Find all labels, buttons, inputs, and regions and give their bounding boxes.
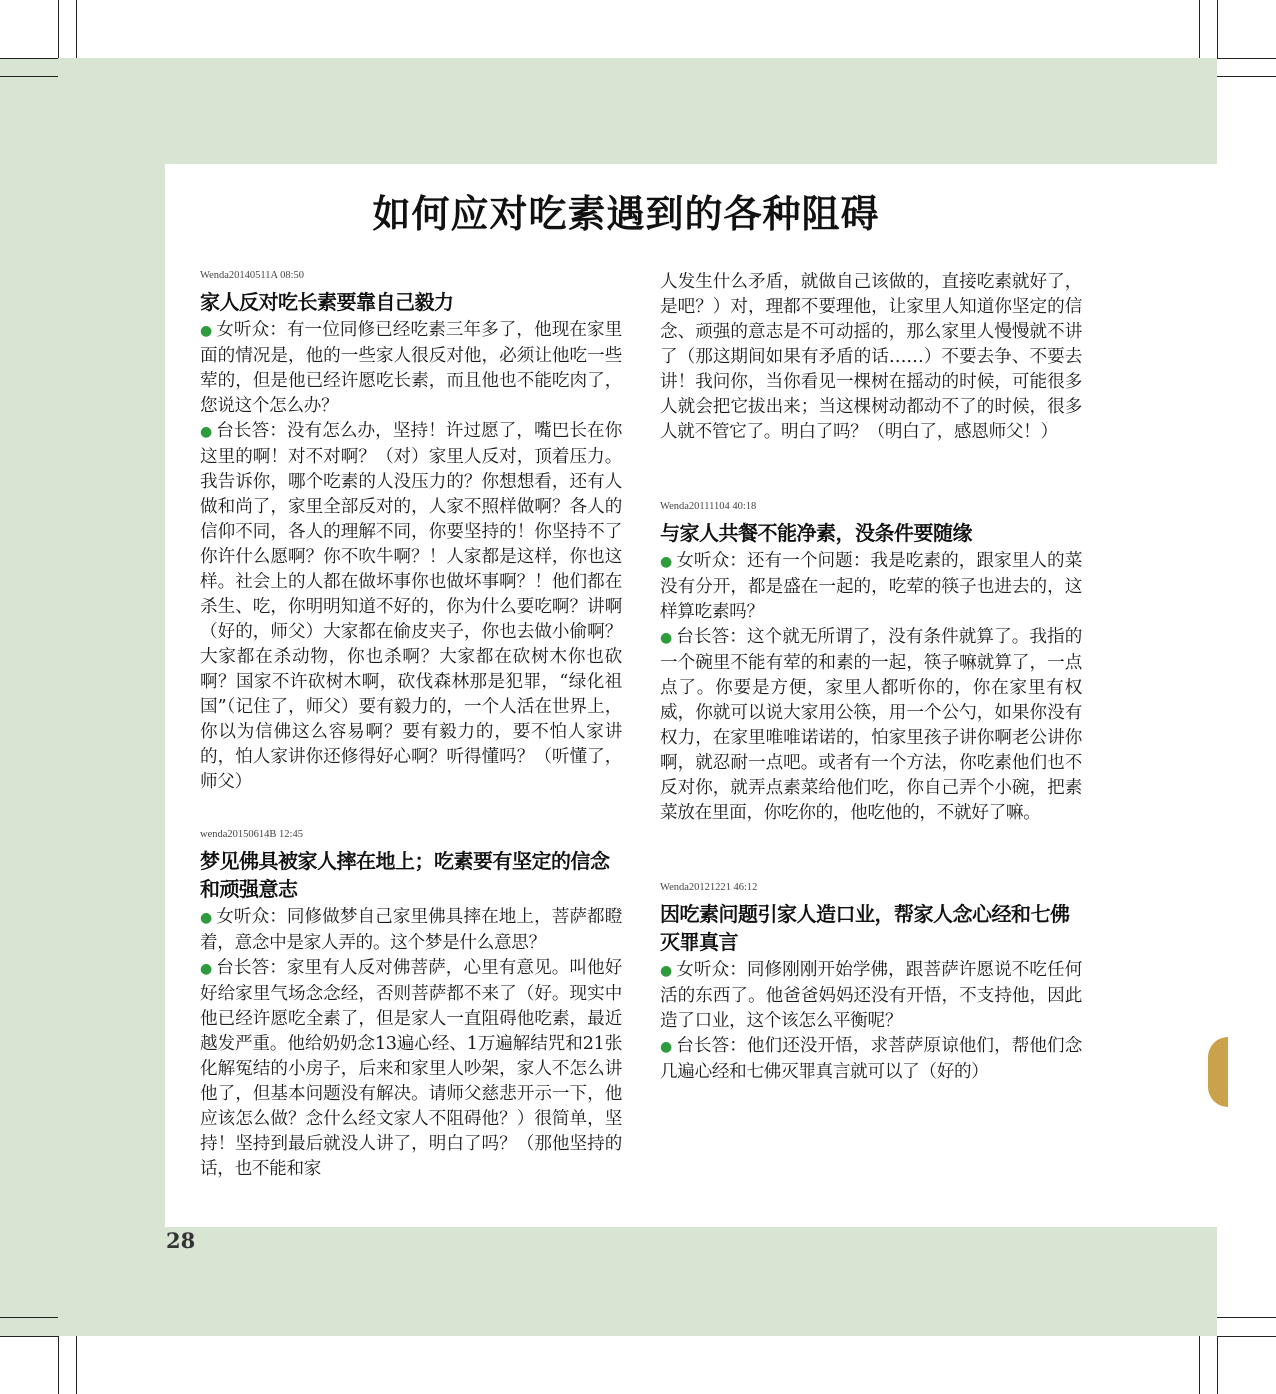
section-meta: Wenda20121221 46:12 xyxy=(660,882,758,893)
bullet-icon: ● xyxy=(200,424,213,440)
crop-mark xyxy=(1217,1336,1218,1394)
section-heading: 与家人共餐不能净素，没条件要随缘 xyxy=(660,521,972,545)
bullet-icon: ● xyxy=(200,961,213,977)
body-paragraph xyxy=(660,958,1082,1034)
body-paragraph xyxy=(660,270,1082,445)
paragraph-text: 台长答：家里有人反对佛菩萨，心里有意见。叫他好好给家里气场念念经，否则菩萨都不来了（好。现实中他已经许愿吃全素了，但是家人一直阻碍他吃素，最近越发严重。他给奶奶念13遍心经、1万遍解结咒和21张化解冤结的小房子，后来和家里人吵架，家人不怎么讲他了，但基本问题没有解决。请师父慈悲开示一下，他应该怎么做？念什么经文家人不阻碍他？）很简单，坚持！坚持到最后就没人讲了，明白了吗？（那他坚持的话，也不能和家 xyxy=(200,958,622,1179)
section-heading: 梦见佛具被家人摔在地上；吃素要有坚定的信念和顽强意志 xyxy=(200,849,610,901)
right-column xyxy=(660,270,1082,1085)
paragraph-text: 台长答：没有怎么办，坚持！许过愿了，嘴巴长在你这里的啊！对不对啊？（对）家里人反对，顶着压力。我告诉你，哪个吃素的人没压力的？你想想看，还有人做和尚了，家里全部反对的，人家不照样做啊？各人的信仰不同，各人的理解不同，你要坚持的！你坚持不了你许什么愿啊？你不吹牛啊？！人家都是这样，你也这样。社会上的人都在做坏事你也做坏事啊？！他们都在杀生、吃，你明明知道不好的，你为什么要吃啊？讲啊（好的，师父）大家都在偷皮夹子，你也去做小偷啊？大家都在杀动物，你也杀啊？大家都在砍树木你也砍啊？国家不许砍树木啊，砍伐森林那是犯罪，“绿化祖国”（记住了，师父）要有毅力的，一个人活在世界上，你以为信佛这么容易啊？要有毅力的，要不怕人家讲的，怕人家讲你还修得好心啊？听得懂吗？（听懂了，师父） xyxy=(200,421,622,792)
crop-mark xyxy=(76,0,77,58)
crop-mark xyxy=(1217,1317,1276,1318)
qa-section xyxy=(200,829,622,1182)
crop-mark xyxy=(0,1317,58,1318)
crop-mark xyxy=(0,58,58,59)
paragraph-text: 人发生什么矛盾，就做自己该做的，直接吃素就好了，是吧？）对，理都不要理他，让家里人知道你坚定的信念、顽强的意志是不可动摇的，那么家里人慢慢就不讲了（那这期间如果有矛盾的话……）不要去争、不要去讲！我问你，当你看见一棵树在摇动的时候，可能很多人就会把它拔出来；当这棵树动都动不了的时候，很多人就不管它了。明白了吗？（明白了，感恩师父！） xyxy=(660,272,1082,442)
section-meta: wenda20150614B 12:45 xyxy=(200,829,303,840)
crop-mark xyxy=(76,1336,77,1394)
body-paragraph xyxy=(660,625,1082,826)
qa-section xyxy=(660,270,1082,445)
qa-section xyxy=(200,270,622,795)
body-paragraph xyxy=(200,419,622,795)
paragraph-text: 台长答：他们还没开悟，求菩萨原谅他们，帮他们念几遍心经和七佛灭罪真言就可以了（好的） xyxy=(660,1036,1082,1082)
body-paragraph xyxy=(660,1034,1082,1085)
paragraph-text: 女听众：同修做梦自己家里佛具摔在地上，菩萨都瞪着，意念中是家人弄的。这个梦是什么意思？ xyxy=(200,907,622,953)
body-paragraph xyxy=(200,318,622,419)
bullet-icon: ● xyxy=(660,1039,673,1055)
crop-mark xyxy=(58,1336,59,1394)
page-number: 28 xyxy=(166,1228,196,1253)
side-tab-marker xyxy=(1208,1037,1228,1107)
paragraph-text: 女听众：有一位同修已经吃素三年多了，他现在家里面的情况是，他的一些家人很反对他，必须让他吃一些荤的，但是他已经许愿吃长素，而且他也不能吃肉了，您说这个怎么办？ xyxy=(200,320,622,416)
bullet-icon: ● xyxy=(660,963,673,979)
section-heading: 因吃素问题引家人造口业，帮家人念心经和七佛灭罪真言 xyxy=(660,902,1070,954)
section-meta: Wenda20111104 40:18 xyxy=(660,501,757,512)
left-column xyxy=(200,270,622,1182)
section-gap xyxy=(660,445,1082,501)
bullet-icon: ● xyxy=(200,323,213,339)
body-paragraph xyxy=(660,549,1082,625)
crop-mark xyxy=(0,1336,58,1337)
crop-mark xyxy=(1217,1336,1276,1337)
paragraph-text: 台长答：这个就无所谓了，没有条件就算了。我指的一个碗里不能有荤的和素的一起，筷子嘛就算了，一点点了。你要是方便，家里人都听你的，你在家里有权威，你就可以说大家用公筷，用一个公勺，如果你没有权力，在家里唯唯诺诺的，怕家里孩子讲你啊老公讲你啊，就忍耐一点吧。或者有一个方法，你吃素他们也不反对你，就弄点素菜给他们吃，你自己弄个小碗，把素菜放在里面，你吃你的，他吃他的，不就好了嘛。 xyxy=(660,627,1082,823)
crop-mark xyxy=(0,76,58,77)
crop-mark xyxy=(1217,0,1218,58)
qa-section xyxy=(660,501,1082,826)
crop-mark xyxy=(58,0,59,58)
crop-mark xyxy=(1217,76,1276,77)
crop-mark xyxy=(1217,58,1276,59)
bullet-icon: ● xyxy=(660,554,673,570)
body-paragraph xyxy=(200,956,622,1182)
body-paragraph xyxy=(200,905,622,956)
bullet-icon: ● xyxy=(200,910,213,926)
section-meta: Wenda20140511A 08:50 xyxy=(200,270,305,281)
paragraph-text: 女听众：还有一个问题：我是吃素的，跟家里人的菜没有分开，都是盛在一起的，吃荤的筷子也进去的，这样算吃素吗？ xyxy=(660,551,1082,622)
page-title: 如何应对吃素遇到的各种阻碍 xyxy=(372,192,880,236)
crop-mark xyxy=(1199,0,1200,58)
section-heading: 家人反对吃长素要靠自己毅力 xyxy=(200,290,454,314)
paragraph-text: 女听众：同修刚刚开始学佛，跟菩萨许愿说不吃任何活的东西了。他爸爸妈妈还没有开悟，不支持他，因此造了口业，这个该怎么平衡呢？ xyxy=(660,960,1082,1031)
qa-section xyxy=(660,882,1082,1085)
section-gap xyxy=(200,795,622,829)
bullet-icon: ● xyxy=(660,630,673,646)
crop-mark xyxy=(1199,1336,1200,1394)
section-gap xyxy=(660,826,1082,882)
